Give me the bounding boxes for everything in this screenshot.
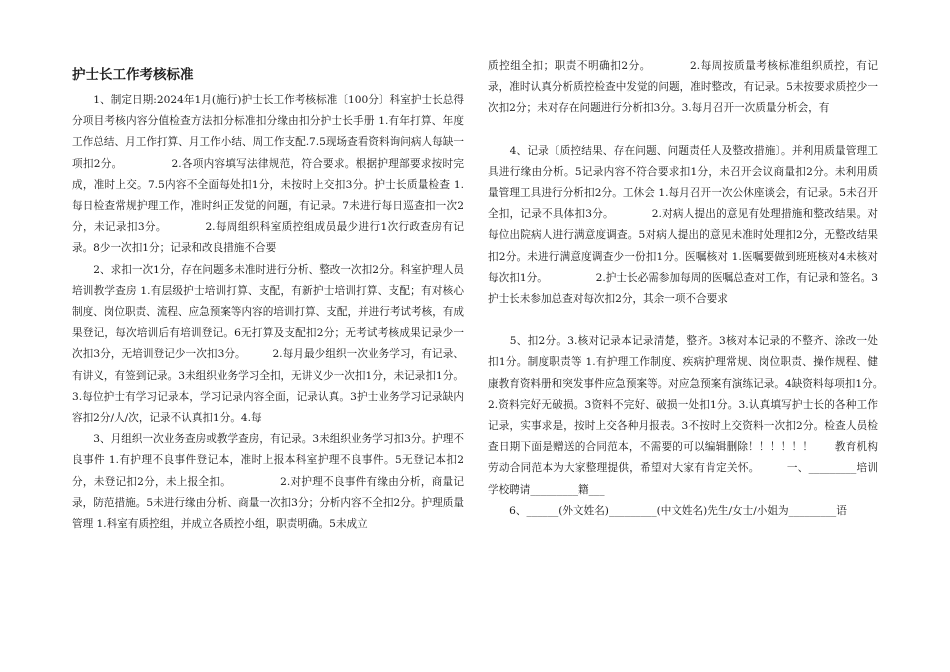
paragraph-gap (488, 120, 878, 141)
paragraph-5: 5、扣2分。3.核对记录本记录清楚，整齐。3核对本记录的不整齐、涂改一处扣1分。制度职责等 1.有护理工作制度、疾病护理常规、岗位职责、操作规程、健康教育资料册和突发事件应急预案等。对应急预案有演练记录。4缺资料每项扣1分。 2.资料完好无破损。3资料不完好、破损一处扣1分。3.认真填写护士长的各种工作记录，实事求是，按时上交各种月报表。3不按时上交资料一次扣2分。检查人员检查日期下面是赠送的合同范本，不需要的可以编辑删除！！！！！！ 教育机构劳动合同范本为大家整理提供，希望对大家有肯定关怀。 一、_________培训学校聘请_________籍___ (488, 335, 931, 496)
left-column (72, 56, 464, 535)
paragraph-1: 1、制定日期:2024年1月(施行)护士长工作考核标准〔100分〕科室护士长总得分项目考核内容分值检查方法扣分标准扣分缘由扣分护士长手册 1.有年打算、年度工作总结、月工作打算、月工作小结、周工作支配.7.5现场查看资料询问病人每缺一项扣2分。 2.各项内容填写法律规范，符合要求。根据护理部要求按时完成，准时上交。7.5内容不全面每处扣1分，未按时上交扣3分。护士长质量检查 1.每日检查常规护理工作，准时纠正发觉的问题，有记录。7未进行每日巡查扣一次2分，未记录扣3分。 2.每周组织科室质控组成员最少进行1次行政查房有记录。8少一次扣1分；记录和改良措施不合要 (72, 94, 464, 255)
paragraph-3-continued: 质控组全扣；职责不明确扣2分。 2.每周按质量考核标准组织质控，有记录，准时认真分析质控检查中发觉的问题，准时整改，有记录。5未按要求质控少一次扣2分；未对存在问题进行分析扣3分。3.每月召开一次质量分析会，有 (488, 60, 878, 115)
paragraph-4: 4、记录〔质控结果、存在问题、问题责任人及整改措施〕。并利用质量管理工具进行缘由分析。5记录内容不符合要求扣1分，未召开会议商量扣2分。未利用质量管理工具进行分析扣2分。工休会 1.每月召开一次公休座谈会，有记录。5未召开全扣，记录不具体扣3分。 2.对病人提出的意见有处理措施和整改结果。对每位出院病人进行满意度调查。5对病人提出的意见未准时处理扣2分，无整改结果扣2分。未进行满意度调查少一份扣1分。医嘱核对 1.医嘱要做到班班核对4未核对每次扣1分。 2.护士长必需参加每周的医嘱总查对工作，有记录和签名。3护士长未参加总查对每次扣2分，其余一项不合要求 (488, 144, 878, 306)
document-title: 护士长工作考核标准 (72, 67, 194, 83)
paragraph-2: 2、求扣一次1分，存在问题多未准时进行分析、整改一次扣2分。科室护理人员培训教学查房 1.有层级护士培训打算、支配，有新护士培训打算、支配；有对核心制度、岗位职责、流程、应急预案等内容的培训打算、支配，并进行考试考核，有成果登记，每次培训后有培训登记。6无打算及支配扣2分；无考试考核成果记录少一次扣3分，无培训登记少一次扣3分。 2.每月最少组织一次业务学习，有记录、有讲义，有签到记录。3未组织业务学习全扣，无讲义少一次扣1分，未记录扣1分。3.每位护士有学习记录本，学习记录内容全面，记录认真。3护士业务学习记录缺内容扣2分/人/次，记录不认真扣1分。4.每 (72, 263, 464, 425)
paragraph-6: 6、______(外文姓名)_________(中文姓名)先生/女士/小姐为_________语 (488, 504, 847, 517)
paragraph-3: 3、月组织一次业务查房或教学查房，有记录。3未组织业务学习扣3分。护理不良事件 1.有护理不良事件登记本，准时上报本科室护理不良事件。5无登记本扣2分，未登记扣2分，未上报全扣。 2.对护理不良事件有缘由分析，商量记录，防范措施。5未进行缘由分析、商量一次扣3分；分析内容不全扣2分。护理质量管理 1.科室有质控组，并成立各质控小组，职责明确。5未成立 (72, 433, 464, 531)
right-column (488, 56, 931, 522)
paragraph-gap (488, 310, 878, 331)
